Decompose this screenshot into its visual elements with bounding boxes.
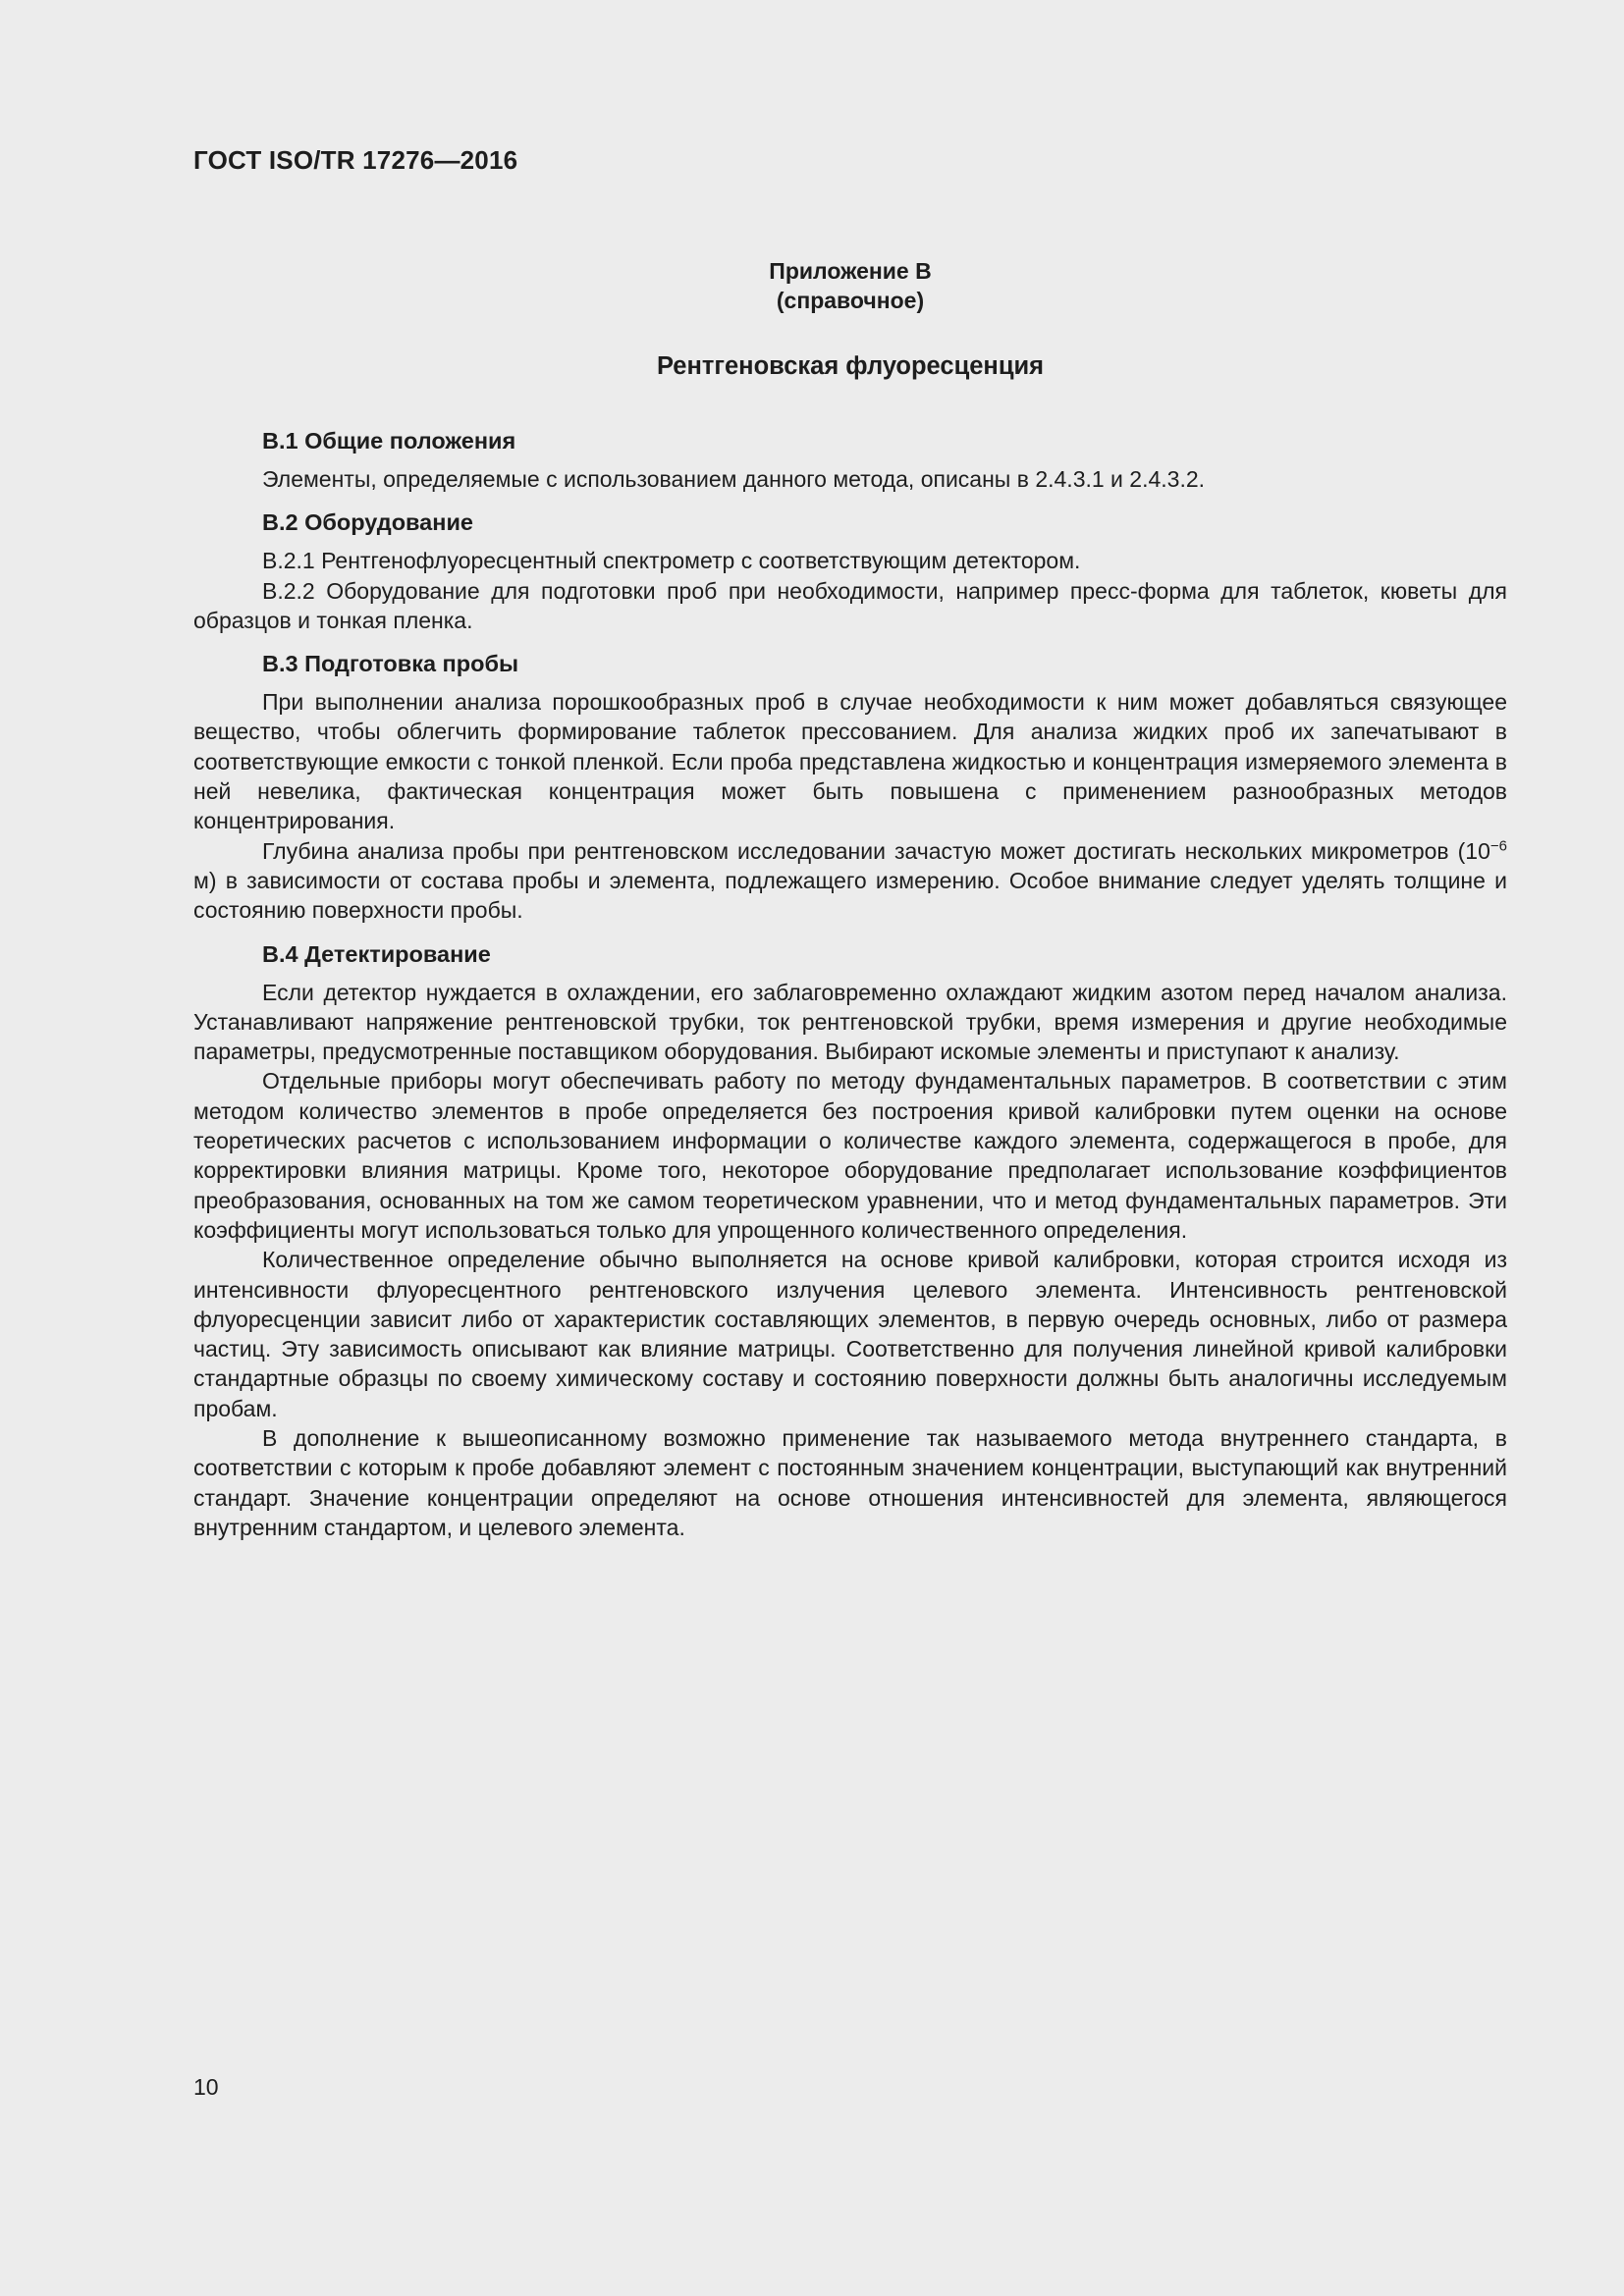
section-general bbox=[193, 426, 1507, 494]
paragraph: Количественное определение обычно выполняется на основе кривой калибровки, которая строится исходя из интенсивности флуоресцентного рентгеновского излучения целевого элемента. Интенсивность рентгеновской флуоресценции зависит либо от характеристик составляющих элементов, в первую очередь основных, либо от размера частиц. Эту зависимость описывают как влияние матрицы. Соответственно для получения линейной кривой калибровки стандартные образцы по своему химическому составу и состоянию поверхности должны быть аналогичны исследуемым пробам. bbox=[193, 1247, 1507, 1421]
paragraph-text: м) в зависимости от состава пробы и элемента, подлежащего измерению. Особое внимание следует уделять толщине и состоянию поверхности пробы. bbox=[193, 867, 1507, 924]
annex-type: (справочное) bbox=[776, 288, 925, 313]
section-heading: В.4 Детектирование bbox=[262, 940, 491, 967]
section-equipment bbox=[193, 507, 1507, 635]
paragraph: Если детектор нуждается в охлаждении, его заблаговременно охлаждают жидким азотом перед началом анализа. Устанавливают напряжение рентгеновской трубки, ток рентгеновской трубки, время измерения и другие необходимые параметры, предусмотренные поставщиком оборудования. Выбирают искомые элементы и приступают к анализу. bbox=[193, 979, 1507, 1065]
paragraph: В дополнение к вышеописанному возможно применение так называемого метода внутреннего стандарта, в соответствии с которым к пробе добавляют элемент с постоянным значением концентрации, выступающий как внутренний стандарт. Значение концентрации определяют на основе отношения интенсивностей для элемента, являющегося внутренним стандартом, и целевого элемента. bbox=[193, 1425, 1507, 1540]
paragraph: Отдельные приборы могут обеспечивать работу по методу фундаментальных параметров. В соответствии с этим методом количество элементов в пробе определяется без построения кривой калибровки путем оценки на основе теоретических расчетов с использованием информации о количестве каждого элемента, содержащегося в пробе, для корректировки влияния матрицы. Кроме того, некоторое оборудование предполагает использование коэффициентов преобразования, основанных на том же самом теоретическом уравнении, что и метод фундаментальных параметров. Эти коэффициенты могут использоваться только для упрощенного количественного определения. bbox=[193, 1068, 1507, 1243]
section-sample-preparation bbox=[193, 649, 1507, 925]
page-number: 10 bbox=[193, 2074, 219, 2100]
paragraph-text: Глубина анализа пробы при рентгеновском исследовании зачастую может достигать нескольких микрометров (10 bbox=[262, 837, 1490, 864]
exponent: −6 bbox=[1489, 837, 1507, 855]
document-page bbox=[193, 145, 1507, 1556]
section-heading: В.3 Подготовка пробы bbox=[262, 651, 519, 677]
paragraph: В.2.2 Оборудование для подготовки проб при необходимости, например пресс-форма для таблеток, кюветы для образцов и тонкая пленка. bbox=[193, 577, 1507, 633]
annex-body bbox=[193, 426, 1507, 1542]
paragraph: При выполнении анализа порошкообразных проб в случае необходимости к ним может добавляться связующее вещество, чтобы облегчить формирование таблеток прессованием. Для анализа жидких проб их запечатывают в соответствующие емкости с тонкой пленкой. Если проба представлена жидкостью и концентрация измеряемого элемента в ней невелика, фактическая концентрация может быть повышена с применением разнообразных методов концентрирования. bbox=[193, 689, 1507, 834]
paragraph: В.2.1 Рентгенофлуоресцентный спектрометр с соответствующим детектором. bbox=[262, 548, 1081, 574]
section-heading: В.2 Оборудование bbox=[262, 509, 473, 536]
section-detection bbox=[193, 939, 1507, 1543]
paragraph: Элементы, определяемые с использованием данного метода, описаны в 2.4.3.1 и 2.4.3.2. bbox=[262, 466, 1206, 492]
section-heading: В.1 Общие положения bbox=[262, 428, 516, 454]
annex-header bbox=[193, 256, 1507, 315]
annex-title: Рентгеновская флуоресценция bbox=[656, 352, 1045, 380]
document-code: ГОСТ ISO/TR 17276—2016 bbox=[193, 145, 518, 175]
annex-label: Приложение В bbox=[769, 258, 932, 284]
paragraph bbox=[193, 836, 1507, 926]
